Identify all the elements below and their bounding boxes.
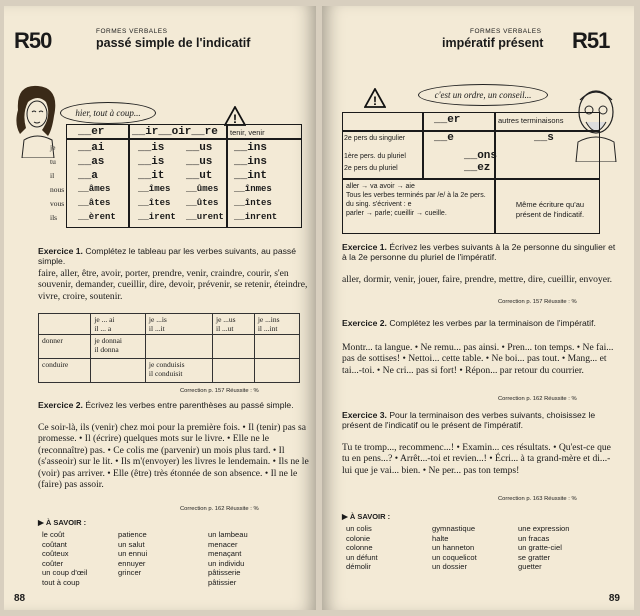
exercise-2-instruction: Écrivez les verbes entre parenthèses au passé simple. — [85, 400, 294, 410]
exercise-3-text: Tu te tromp..., recommenc...! • Examin... ces résultats. • Qu'est-ce que tu en pens...? • Arrêt...-toi et revien...! • Écri... à ta grand-mère et di...-lui que je vai... bien. • Ne per... pas ton temps! — [342, 442, 611, 476]
list-item: le coût — [42, 530, 65, 539]
a-savoir-column — [208, 530, 248, 588]
table-header-cell — [39, 314, 91, 335]
list-item: coûteux — [42, 549, 69, 559]
conjugation-ending: __us — [186, 156, 213, 168]
exercise-2 — [38, 400, 310, 410]
list-item: un lambeau — [208, 530, 248, 539]
exercise-1 — [38, 246, 310, 266]
exercise-1-title: Exercice 1. — [38, 246, 83, 256]
category-label: FORMES VERBALES — [96, 28, 168, 35]
warning-icon — [224, 106, 246, 126]
exercise-3-title: Exercice 3. — [342, 410, 387, 420]
category-label: FORMES VERBALES — [470, 28, 542, 35]
page-number: 88 — [14, 593, 26, 604]
table-header-cell: je ... ai il ... a — [91, 314, 146, 335]
exercise-2-title: Exercice 2. — [342, 318, 387, 328]
header-ir-oir-re: __ir__oir__re — [132, 126, 218, 138]
exercise-2-text: Montr... ta langue. • Ne remu... pas ainsi. • Pren... ton temps. • Ne fai... pas de sottises! • Nettoi... cette table. • Ne boi... pas tout. • Mang... et tai...-toi. • Ne cri... pas si fort! • Répon... par retour du courrier. — [342, 342, 614, 376]
conjugation-ending: __îmes — [138, 184, 171, 194]
exercise-2-instruction: Complétez les verbes par la terminaison de l'impératif. — [389, 318, 596, 328]
woman-illustration-icon — [8, 80, 64, 158]
list-item: démolir — [346, 562, 371, 572]
exercise-1-correction: Correction p. 157 Réussite : % — [180, 388, 259, 394]
conjugation-ending: __inrent — [234, 212, 278, 222]
pronoun-label: ils — [50, 213, 58, 222]
row-1re-plur-label: 1ère pers. du pluriel — [344, 153, 406, 160]
table-header-cell: je ...ins il ...int — [254, 314, 299, 335]
list-item: un individu — [208, 558, 245, 568]
table-cell — [213, 335, 255, 359]
row-2e-sing-label: 2e pers du singulier — [344, 135, 406, 142]
a-savoir-column — [518, 524, 570, 572]
page-title: impératif présent — [442, 36, 544, 50]
table-cell — [145, 335, 212, 359]
left-page — [4, 6, 316, 610]
row-1re-plur-val: __ons — [464, 150, 498, 162]
conjugation-ending: __urent — [186, 212, 224, 222]
header-autres: autres terminaisons — [498, 116, 564, 125]
exercise-1-correction: Correction p. 157 Réussite : % — [498, 299, 577, 305]
list-item: menacer — [208, 539, 238, 549]
conjugation-ending: __ai — [78, 142, 105, 154]
conjugation-ending: __întes — [234, 198, 272, 208]
table-row — [39, 359, 300, 383]
exercise-1-instruction: Complétez le tableau par les verbes suivants, au passé simple. — [38, 246, 296, 267]
row-2e-sing-er: __e — [434, 132, 454, 144]
conjugation-ending: __irent — [138, 212, 176, 222]
conjugation-ending: __us — [186, 142, 213, 154]
note-right: Même écriture qu'au présent de l'indicatif. — [515, 200, 585, 220]
a-savoir-title: ▶ À SAVOIR : — [342, 512, 391, 521]
list-item: pâtisserie — [208, 568, 241, 578]
pronoun-label: je — [50, 143, 56, 152]
exercise-2-correction: Correction p. 162 Réussite : % — [180, 506, 259, 512]
table-cell: je conduisis il conduisit — [145, 359, 212, 383]
table-cell — [213, 359, 255, 383]
page-title: passé simple de l'indicatif — [96, 36, 251, 50]
speech-bubble: hier, tout à coup... — [60, 102, 156, 124]
lesson-code: R50 — [14, 28, 52, 53]
list-item: un défunt — [346, 552, 378, 562]
exercise-3-correction: Correction p. 163 Réussite : % — [498, 496, 577, 502]
exercise-1-instruction: Écrivez les verbes suivants à la 2e personne du singulier et à la 2e personne du pluriel de l'impératif. — [342, 242, 616, 263]
table-header-cell: je ...us il ...ut — [213, 314, 255, 335]
list-item: un salut — [118, 539, 145, 549]
list-item: halte — [432, 533, 449, 543]
conjugation-ending: __a — [78, 170, 98, 182]
exercise-1 — [342, 242, 618, 262]
a-savoir-column — [42, 530, 87, 588]
list-item: un gratte-ciel — [518, 543, 562, 553]
speech-bubble: c'est un ordre, un conseil... — [418, 84, 548, 106]
list-item: un hanneton — [432, 543, 475, 553]
conjugation-ending: __is — [138, 156, 165, 168]
note-left: aller → va avoir → aie Tous les verbes terminés par /e/ à la 2e pers. du sing. s'écrivent : e parler → parle; cueillir → cueille. — [346, 183, 486, 217]
list-item: un colis — [346, 524, 372, 533]
conjugation-ending: __it — [138, 170, 165, 182]
exercise-1-table — [38, 313, 300, 383]
list-item: patience — [118, 530, 147, 539]
warning-icon — [364, 88, 386, 108]
list-item: un dossier — [432, 562, 468, 572]
conjugation-ending: __ins — [234, 156, 268, 168]
list-item: guetter — [518, 562, 542, 572]
table-cell — [254, 359, 299, 383]
list-item: pâtissier — [208, 577, 237, 587]
list-item: gymnastique — [432, 524, 476, 533]
svg-text:!: ! — [373, 94, 377, 108]
exercise-1-title: Exercice 1. — [342, 242, 387, 252]
conjugation-ending: __îtes — [138, 198, 171, 208]
exercise-1-text: faire, aller, être, avoir, porter, prendre, venir, craindre, courir, s'en souvenir, demander, cueillir, dire, devoir, prévenir, se retenir, éteindre, vivre, croire, soutenir. — [38, 268, 308, 302]
exercise-1-text: aller, dormir, venir, jouer, faire, prendre, mettre, dire, cueillir, envoyer. — [342, 274, 613, 285]
list-item: menaçant — [208, 549, 242, 559]
list-item: grincer — [118, 568, 142, 578]
list-item: coûtant — [42, 539, 67, 549]
conjugation-ending: __înmes — [234, 184, 272, 194]
row-2e-plur-val: __ez — [464, 162, 491, 174]
right-page — [322, 6, 634, 610]
pronoun-label: tu — [50, 157, 56, 166]
pronoun-label: vous — [50, 199, 65, 208]
exercise-2-text: Ce soir-là, ils (venir) chez moi pour la première fois. • Il (tenir) pas sa promesse. • Il (écrire) quelques mots sur le livre. • Elle ne le (reconnaître) pas. • Ce colis me (parvenir) un mois plus tard. • Il (s'asseoir) sur le lit. • Ils m'(envoyer) les livres le lendemain. • Ils ne le (voir) pas arriver. • Elle (être) très étonnée de son absence. • Il ne le (faire) pas assoir. — [38, 422, 309, 491]
conjugation-ending: __âmes — [78, 184, 111, 194]
table-header-cell: je ...is il ...it — [145, 314, 212, 335]
exercise-3-instruction: Pour la terminaison des verbes suivants, choisissez le présent de l'indicatif ou le présent de l'impératif. — [342, 410, 596, 431]
conjugation-ending: __is — [138, 142, 165, 154]
table-cell: donner — [39, 335, 91, 359]
row-2e-plur-label: 2e pers du pluriel — [344, 165, 398, 172]
conjugation-ending: __int — [234, 170, 268, 182]
conjugation-ending: __ûtes — [186, 198, 219, 208]
pronoun-label: il — [50, 171, 55, 180]
a-savoir-column — [346, 524, 378, 572]
conjugation-ending: __as — [78, 156, 105, 168]
header-er: __er — [78, 126, 105, 138]
table-cell: je donnai il donna — [91, 335, 146, 359]
table-cell — [91, 359, 146, 383]
list-item: colonie — [346, 533, 371, 543]
list-item: un coup d'œil — [42, 568, 88, 578]
conjugation-ending: __èrent — [78, 212, 116, 222]
a-savoir-title: ▶ À SAVOIR : — [38, 518, 87, 527]
list-item: tout à coup — [42, 577, 80, 587]
conjugation-ending: __ûmes — [186, 184, 219, 194]
table-row — [39, 335, 300, 359]
header-tenir-venir: tenir, venir — [230, 128, 265, 137]
list-item: une expression — [518, 524, 570, 533]
conjugation-ending: __ut — [186, 170, 213, 182]
list-item: se gratter — [518, 552, 551, 562]
list-item: un coquelicot — [432, 552, 477, 562]
table-cell: conduire — [39, 359, 91, 383]
conjugation-ending: __âtes — [78, 198, 111, 208]
list-item: coûter — [42, 558, 64, 568]
a-savoir-column — [118, 530, 147, 578]
a-savoir-column — [432, 524, 477, 572]
list-item: un fracas — [518, 533, 550, 543]
svg-text:!: ! — [233, 112, 237, 126]
row-2e-sing-autres: __s — [534, 132, 554, 144]
exercise-2 — [342, 318, 618, 328]
exercise-3 — [342, 410, 618, 430]
exercise-2-title: Exercice 2. — [38, 400, 83, 410]
table-cell — [254, 335, 299, 359]
list-item: ennuyer — [118, 558, 146, 568]
page-number: 89 — [608, 593, 620, 604]
pronoun-label: nous — [50, 185, 65, 194]
conjugation-ending: __ins — [234, 142, 268, 154]
list-item: colonne — [346, 543, 373, 553]
header-er: __er — [434, 114, 461, 126]
exercise-2-correction: Correction p. 162 Réussite : % — [498, 396, 577, 402]
list-item: un ennui — [118, 549, 148, 559]
lesson-code: R51 — [572, 28, 610, 53]
